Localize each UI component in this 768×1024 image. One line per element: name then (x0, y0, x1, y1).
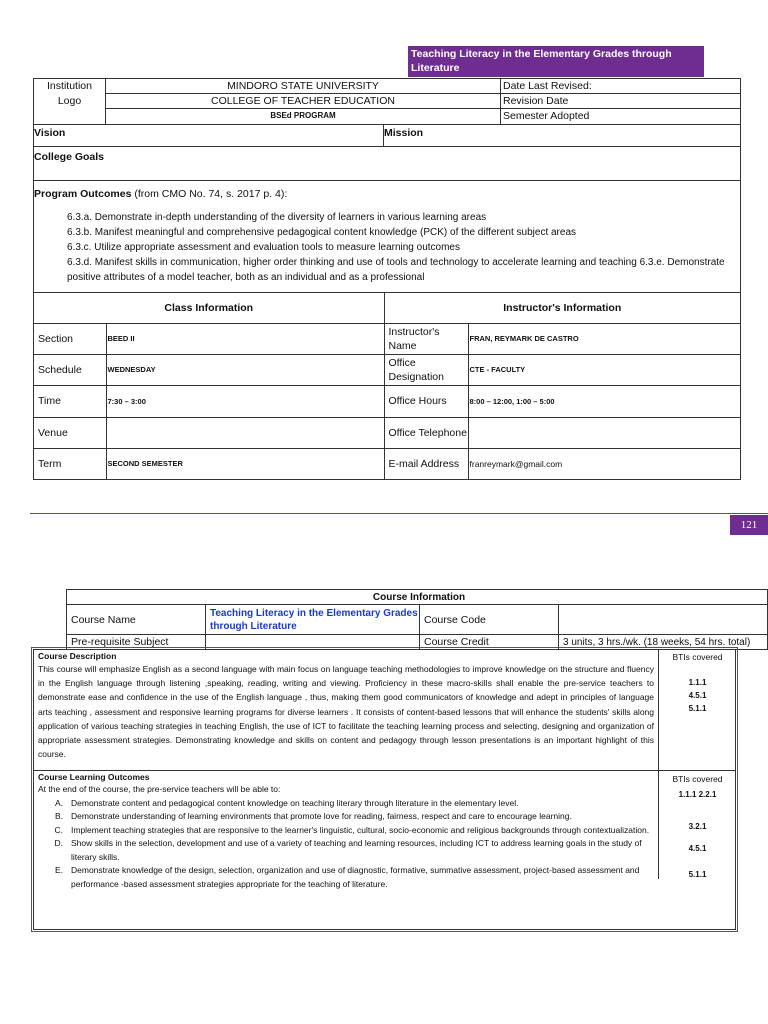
section-label: Section (34, 323, 106, 354)
learning-outcomes-section (34, 771, 658, 891)
program-outcomes-label: Program Outcomes (34, 188, 132, 200)
term-value: SECOND SEMESTER (106, 448, 384, 479)
instructor-name-value: FRAN, REYMARK DE CASTRO (468, 323, 740, 354)
outcome-text: Demonstrate understanding of learning environments that promote love for reading, fairness, respect and care to encourage learning. (71, 811, 572, 821)
course-credit-value: 3 units, 3 hrs./wk. (18 weeks, 54 hrs. total) (559, 635, 768, 650)
date-last-revised: Date Last Revised: (501, 79, 740, 94)
btis-column (658, 650, 736, 879)
outcome-marker: D. (54, 838, 63, 848)
revision-info (501, 79, 740, 124)
time-value: 7:30 – 3:00 (106, 385, 384, 417)
program-outcome-item: 6.3.b. Manifest meaningful and comprehensive pedagogical content knowledge (PCK) of the different subject areas (67, 227, 577, 238)
email-label: E-mail Address (384, 448, 468, 479)
time-label: Time (34, 385, 106, 417)
learning-outcome-item (44, 824, 654, 838)
course-name-value: Teaching Literacy in the Elementary Grades through Literature (206, 605, 420, 635)
btis-code: 4.5.1 (688, 691, 707, 700)
description-btis-label: BTIs covered (672, 652, 723, 662)
outcomes-btis (659, 771, 736, 879)
schedule-label: Schedule (34, 354, 106, 385)
page-number: 121 (730, 515, 768, 535)
prerequisite-label: Pre-requisite Subject (67, 635, 206, 650)
class-information-heading: Class Information (34, 293, 384, 323)
outcome-marker: B. (54, 811, 63, 821)
learning-outcomes-intro: At the end of the course, the pre-service teachers will be able to: (38, 784, 281, 794)
outcome-text: Implement teaching strategies that are responsive to the learner's linguistic, cultural, socio-economic and religious backgrounds through contextualization. (71, 824, 650, 835)
btis-code: 5.1.1 (688, 704, 707, 713)
outcome-marker: E. (54, 865, 63, 875)
syllabus-header-section (33, 78, 741, 480)
venue-label: Venue (34, 417, 106, 448)
institution-header (34, 79, 740, 125)
learning-outcomes-list (38, 797, 654, 892)
program-outcome-item: 6.3.c. Utilize appropriate assessment and evaluation tools to measure learning outcomes (67, 242, 460, 253)
btis-code: 1.1.1 2.2.1 (678, 790, 717, 799)
course-code-label: Course Code (420, 605, 559, 635)
term-label: Term (34, 448, 106, 479)
course-details-text-column (34, 650, 658, 891)
vision-label: Vision (34, 125, 384, 146)
program-outcomes-heading (34, 188, 740, 200)
outcomes-btis-label: BTIs covered (672, 774, 723, 784)
program-outcomes-list (34, 200, 740, 285)
college-name: COLLEGE OF TEACHER EDUCATION (106, 94, 500, 109)
course-title-banner: Teaching Literacy in the Elementary Grades through Literature (408, 46, 704, 77)
instructor-name-label: Instructor's Name (384, 323, 468, 354)
college-goals-label: College Goals (34, 147, 740, 181)
vision-mission-row (34, 125, 740, 147)
institution-logo-placeholder: Institution Logo (34, 79, 106, 124)
university-name: MINDORO STATE UNIVERSITY (106, 79, 500, 94)
mission-label: Mission (384, 127, 424, 139)
learning-outcomes-heading: Course Learning Outcomes (38, 772, 150, 782)
course-code-value (559, 605, 768, 635)
institution-names (106, 79, 501, 124)
description-btis-codes (659, 662, 736, 715)
section-value: BEED II (106, 323, 384, 354)
program-outcomes-source: (from CMO No. 74, s. 2017 p. 4): (131, 188, 288, 200)
revision-date: Revision Date (501, 94, 740, 109)
class-instructor-table (34, 293, 740, 479)
course-details-box (33, 649, 736, 930)
office-hours-value: 8:00 – 12:00, 1:00 – 5:00 (468, 385, 740, 417)
outcome-marker: A. (54, 797, 63, 808)
outcome-text: Show skills in the selection, development and use of a variety of teaching and learning resources, including ICT to address learning goals in the study of literary skills. (71, 838, 642, 862)
learning-outcome-item (44, 837, 654, 864)
btis-code: 3.2.1 (688, 822, 707, 831)
btis-code: 5.1.1 (688, 870, 707, 879)
course-information-heading: Course Information (67, 590, 768, 605)
learning-outcome-item (44, 797, 654, 811)
course-information-table (66, 589, 768, 650)
office-hours-label: Office Hours (384, 385, 468, 417)
office-telephone-label: Office Telephone (384, 417, 468, 448)
program-outcome-item: 6.3.d. Manifest skills in communication, higher order thinking and use of tools and technology to accelerate learning and teaching 6.3.e. Demonstrate positive attributes of a model teacher, both as an individual and as a professional (67, 257, 725, 283)
learning-outcome-item (44, 864, 654, 891)
course-description-heading: Course Description (38, 651, 117, 661)
outcome-marker: C. (54, 824, 63, 835)
btis-code: 4.5.1 (688, 844, 707, 853)
office-telephone-value (468, 417, 740, 448)
course-name-label: Course Name (67, 605, 206, 635)
office-designation-value: CTE - FACULTY (468, 354, 740, 385)
instructor-information-heading: Instructor's Information (384, 293, 740, 323)
description-btis (659, 650, 736, 771)
email-value: franreymark@gmail.com (469, 458, 563, 469)
semester-adopted: Semester Adopted (503, 110, 590, 122)
outcome-text: Demonstrate content and pedagogical content knowledge on teaching literary through literature in the elementary level. (71, 797, 519, 808)
venue-value (106, 417, 384, 448)
course-description-section (34, 650, 658, 771)
program-outcomes-section (34, 181, 740, 293)
course-credit-label: Course Credit (420, 635, 559, 650)
outcome-text: Demonstrate knowledge of the design, selection, organization and use of diagnostic, formative, summative assessment, project-based assessment and performance -based assessment strategies appropriate for the teaching of literature. (71, 865, 640, 889)
program-outcome-item: 6.3.a. Demonstrate in-depth understanding of the diversity of learners in various learning areas (67, 212, 487, 223)
learning-outcome-item (44, 810, 654, 824)
office-designation-label: Office Designation (384, 354, 468, 385)
program-name: BSEd PROGRAM (270, 111, 336, 120)
course-description-text: This course will emphasize English as a second language with main focus on language teaching methodologies to improve knowledge on the structure and fluency in the English language through listening ,speaking, reading, writing and viewing. Proficiency in these macro-skills shall enable the pre-service teachers to demonstrate ease and confidence in the use of the English language , thus, making them good communicators of knowledge and adept in principles of language arts teaching , assessment and responsive learning programs for diverse learners . It consists of content-based lessons that will enhance the students' skills along application of various teaching strategies in teaching English, the use of ICT to facilitate the teaching learning process and selecting, designing and organization of appropriate assessment strategies. Demonstrating knowledge and skills on content and pedagogy through lesson presentations is an important highlight of this course. (38, 664, 654, 760)
schedule-value: WEDNESDAY (106, 354, 384, 385)
page-divider (30, 513, 768, 514)
btis-code: 1.1.1 (688, 678, 707, 687)
